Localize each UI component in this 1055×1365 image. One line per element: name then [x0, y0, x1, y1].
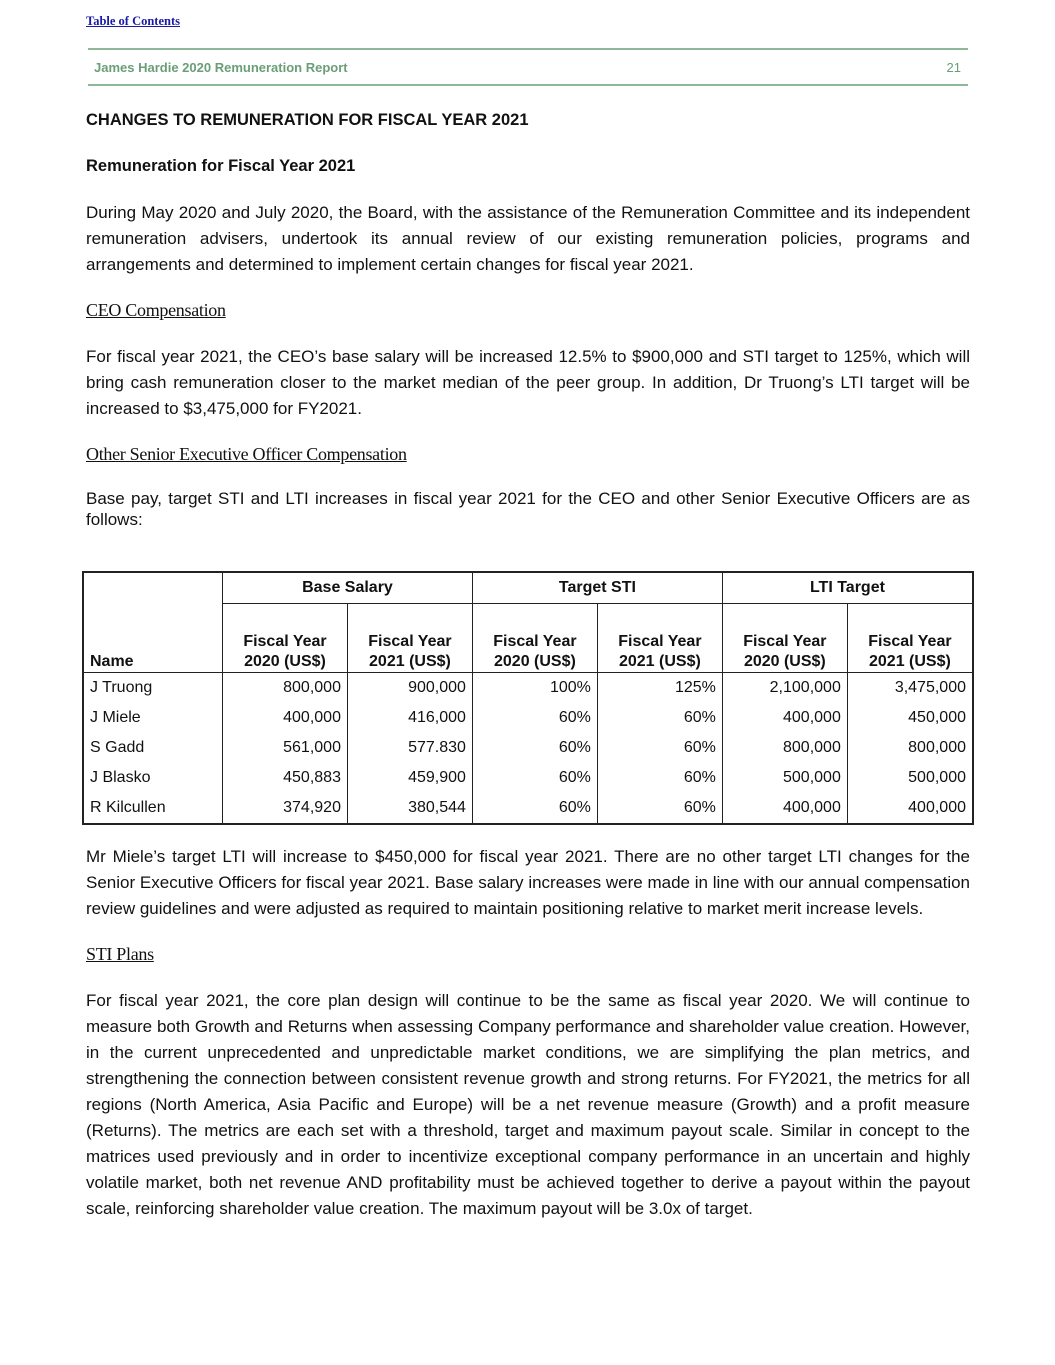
cell: 2,100,000 — [722, 673, 847, 704]
cell: 450,883 — [223, 763, 348, 793]
cell: 450,000 — [847, 703, 973, 733]
cell-name: S Gadd — [83, 733, 223, 763]
sti-plans-paragraph: For fiscal year 2021, the core plan design will continue to be the same as fiscal year 2020. We will continue to measure both Growth and Returns when assessing Company performance and shareholder value creation. However, in the current unprecedented and unpredictable market conditions, we are simplifying the plan metrics, and strengthening the connection between consistent revenue growth and strong returns. For FY2021, the metrics for all regions (North America, Asia Pacific and Europe) will be a net revenue measure (Growth) and a profit measure (Returns). The metrics are each set with a threshold, target and maximum payout scale. Similar in concept to the matrices used previously and in order to incentivize exceptional company performance in an uncertain and highly volatile market, both net revenue AND profitability must be achieved together to derive a payout within the payout scale, reinforcing shareholder value creation. The maximum payout will be 3.0x of target. — [86, 991, 970, 1218]
cell: 60% — [597, 733, 722, 763]
cell: 400,000 — [722, 703, 847, 733]
other-seo-heading: Other Senior Executive Officer Compensation — [86, 444, 407, 464]
ceo-compensation-heading: CEO Compensation — [86, 300, 226, 320]
subheading: Remuneration for Fiscal Year 2021 — [86, 157, 356, 175]
cell: 100% — [472, 673, 597, 704]
blank-header-cell — [83, 572, 223, 604]
remuneration-table — [82, 571, 974, 825]
cell: 561,000 — [223, 733, 348, 763]
cell: 400,000 — [223, 703, 348, 733]
cell: 3,475,000 — [847, 673, 973, 704]
column-header: Fiscal Year 2021 (US$) — [847, 604, 973, 673]
sti-plans-heading: STI Plans — [86, 944, 154, 964]
document-body-lower — [86, 844, 970, 1222]
group-lti-target: LTI Target — [722, 572, 973, 604]
report-title: James Hardie 2020 Remuneration Report — [94, 60, 348, 75]
column-header: Fiscal Year 2021 (US$) — [347, 604, 472, 673]
column-header-name: Name — [83, 604, 223, 673]
cell: 374,920 — [223, 793, 348, 824]
column-header: Fiscal Year 2020 (US$) — [722, 604, 847, 673]
cell: 416,000 — [347, 703, 472, 733]
group-target-sti: Target STI — [472, 572, 722, 604]
cell: 60% — [472, 763, 597, 793]
cell: 125% — [597, 673, 722, 704]
table-row — [83, 673, 973, 704]
cell: 459,900 — [347, 763, 472, 793]
page-number: 21 — [946, 60, 961, 75]
after-table-paragraph: Mr Miele’s target LTI will increase to $450,000 for fiscal year 2021. There are no other target LTI changes for the Senior Executive Officers for fiscal year 2021. Base salary increases were made in line with our annual compensation review guidelines and were adjusted as required to maintain positioning relative to market merit increase levels. — [86, 847, 970, 918]
main-heading: CHANGES TO REMUNERATION FOR FISCAL YEAR 2021 — [86, 111, 529, 129]
cell: 500,000 — [722, 763, 847, 793]
group-base-salary: Base Salary — [223, 572, 473, 604]
cell-name: R Kilcullen — [83, 793, 223, 824]
cell: 900,000 — [347, 673, 472, 704]
cell: 60% — [597, 793, 722, 824]
intro-paragraph: During May 2020 and July 2020, the Board, with the assistance of the Remuneration Committee and its independent remuneration advisers, undertook its annual review of our existing remuneration policies, programs and arrangements and determined to implement certain changes for fiscal year 2021. — [86, 203, 970, 274]
cell: 60% — [597, 703, 722, 733]
table-row — [83, 763, 973, 793]
cell: 60% — [472, 703, 597, 733]
cell: 400,000 — [722, 793, 847, 824]
cell: 800,000 — [223, 673, 348, 704]
cell: 380,544 — [347, 793, 472, 824]
other-seo-paragraph: Base pay, target STI and LTI increases in fiscal year 2021 for the CEO and other Senior Executive Officers are as follows: — [86, 489, 970, 529]
ceo-paragraph: For fiscal year 2021, the CEO’s base salary will be increased 12.5% to $900,000 and STI target to 125%, which will bring cash remuneration closer to the market median of the peer group. In addition, Dr Truong’s LTI target will be increased to $3,475,000 for FY2021. — [86, 347, 970, 418]
table-group-header-row — [83, 572, 973, 604]
cell: 500,000 — [847, 763, 973, 793]
cell: 800,000 — [847, 733, 973, 763]
table-row — [83, 703, 973, 733]
column-header: Fiscal Year 2020 (US$) — [223, 604, 348, 673]
header-rule-top — [88, 48, 968, 50]
cell: 60% — [472, 793, 597, 824]
cell: 577.830 — [347, 733, 472, 763]
table-of-contents-link[interactable]: Table of Contents — [86, 14, 180, 28]
header-rule-bottom — [88, 84, 968, 86]
table-column-header-row — [83, 604, 973, 673]
column-header: Fiscal Year 2021 (US$) — [597, 604, 722, 673]
cell: 800,000 — [722, 733, 847, 763]
cell: 60% — [597, 763, 722, 793]
cell-name: J Miele — [83, 703, 223, 733]
table-row — [83, 793, 973, 824]
cell: 60% — [472, 733, 597, 763]
column-header: Fiscal Year 2020 (US$) — [472, 604, 597, 673]
cell: 400,000 — [847, 793, 973, 824]
document-body — [86, 108, 970, 530]
table-row — [83, 733, 973, 763]
cell-name: J Blasko — [83, 763, 223, 793]
cell-name: J Truong — [83, 673, 223, 704]
